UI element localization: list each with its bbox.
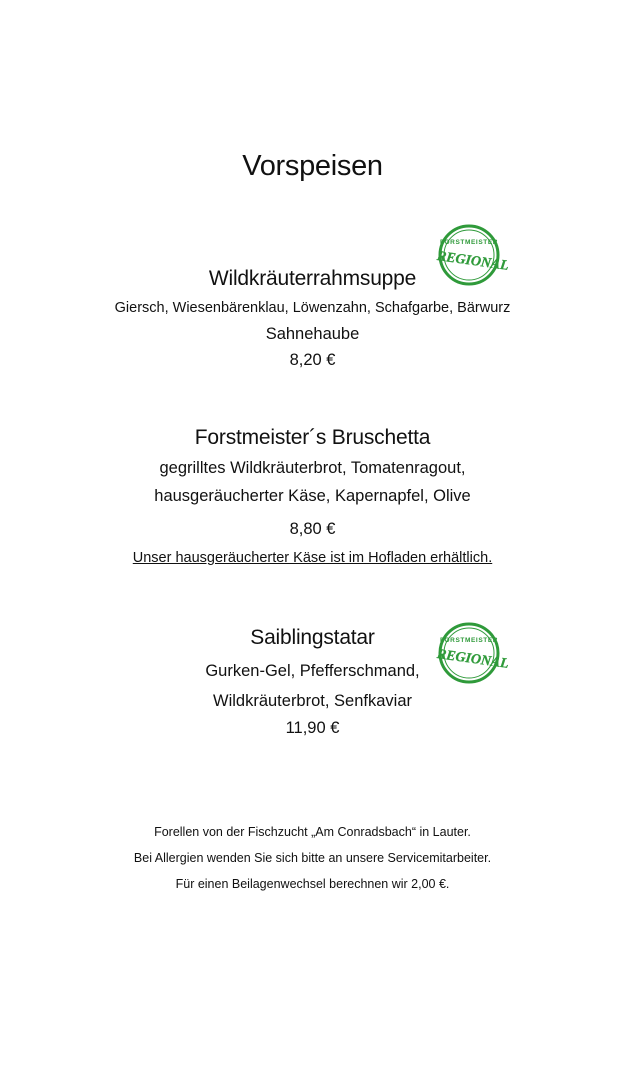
- dish-note: Unser hausgeräucherter Käse ist im Hofladen erhältlich.: [132, 550, 493, 566]
- dish-description: Giersch, Wiesenbärenklau, Löwenzahn, Schafgarbe, Bärwurz: [114, 300, 511, 316]
- dish-description: Gurken-Gel, Pfefferschmand,: [205, 662, 420, 680]
- dish-description: Wildkräuterbrot, Senfkaviar: [213, 692, 412, 710]
- dish-price: 11,90 €: [285, 719, 340, 737]
- dish-description: Sahnehaube: [265, 325, 360, 343]
- dish-description: gegrilltes Wildkräuterbrot, Tomatenragout,: [159, 459, 466, 477]
- dish-price: 8,20 €: [289, 351, 336, 369]
- footer-line: Forellen von der Fischzucht „Am Conradsbach“ in Lauter.: [154, 825, 471, 839]
- regional-badge-icon: [433, 620, 513, 686]
- dish-price: 8,80 €: [289, 520, 336, 538]
- svg-text:FORSTMEISTER: FORSTMEISTER: [439, 637, 499, 644]
- dish-name: Wildkräuterrahmsuppe: [208, 267, 417, 290]
- dish-name: Forstmeister´s Bruschetta: [194, 426, 431, 449]
- regional-badge-icon: [433, 222, 513, 288]
- svg-text:REGIONAL: REGIONAL: [435, 647, 510, 672]
- footer-line: Für einen Beilagenwechsel berechnen wir 2,00 €.: [175, 877, 450, 891]
- svg-text:REGIONAL: REGIONAL: [435, 249, 510, 274]
- svg-text:FORSTMEISTER: FORSTMEISTER: [439, 239, 499, 246]
- dish-description: hausgeräucherter Käse, Kapernapfel, Olive: [154, 487, 471, 505]
- footer-line: Bei Allergien wenden Sie sich bitte an unsere Servicemitarbeiter.: [133, 851, 492, 865]
- page-title: Vorspeisen: [242, 150, 383, 182]
- dish-name: Saiblingstatar: [250, 626, 375, 649]
